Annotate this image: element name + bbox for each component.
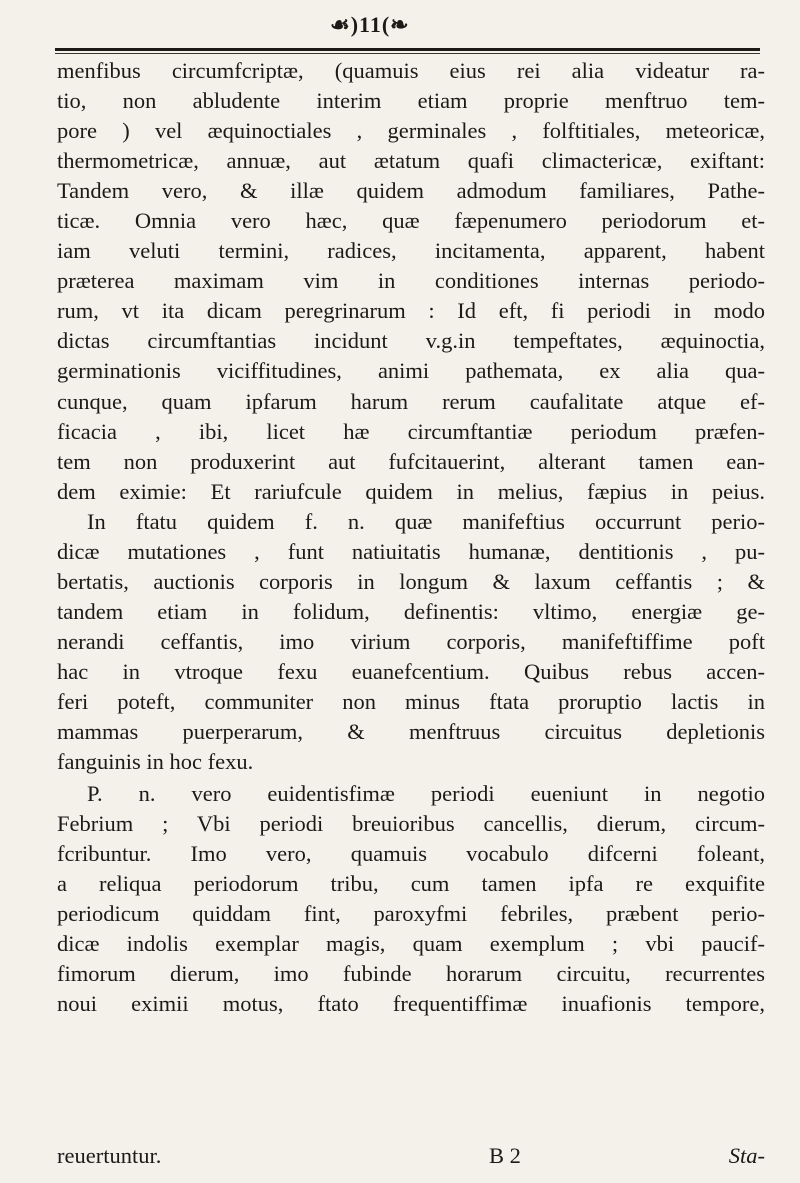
text-line: Tandem vero, & illæ quidem admodum familiares, Pathe- (57, 178, 765, 204)
text-line: noui eximii motus, ftato frequentiffimæ inuafionis tempore, (57, 991, 765, 1017)
page-header (0, 8, 800, 48)
text-line: periodicum quiddam fint, paroxyfmi febriles, præbent perio- (57, 901, 765, 927)
text-line: iam veluti termini, radices, incitamenta, apparent, habent (57, 238, 765, 264)
text-line: tio, non abludente interim etiam proprie menftruo tem- (57, 88, 765, 114)
text-line: dictas circumftantias incidunt v.g.in tempeftates, æquinoctia, (57, 328, 765, 354)
text-line: mammas puerperarum, & menftruus circuitus depletionis (57, 719, 765, 745)
final-line: reuertuntur. (57, 1143, 162, 1168)
header-rule-thin (55, 53, 760, 54)
text-line: fanguinis in hoc fexu. (57, 749, 254, 775)
signature-mark: B 2 (489, 1143, 521, 1168)
text-line: rum, vt ita dicam peregrinarum : Id eft, fi periodi in modo (57, 298, 765, 324)
text-line: nerandi ceffantis, imo virium corporis, manifeftiffime poft (57, 628, 765, 654)
text-line: thermometricæ, annuæ, aut ætatum quafi climactericæ, exiftant: (57, 148, 765, 174)
text-line: tandem etiam in folidum, definentis: vltimo, energiæ ge- (57, 598, 765, 624)
text-line: ticæ. Omnia vero hæc, quæ fæpenumero periodorum et- (57, 208, 765, 234)
text-line: fimorum dierum, imo fubinde horarum circuitu, recurrentes (57, 961, 765, 987)
text-line: præterea maximam vim in conditiones internas periodo- (57, 268, 765, 294)
text-line: Febrium ; Vbi periodi breuioribus cancellis, dierum, circum- (57, 811, 765, 837)
text-line: dicæ mutationes , funt natiuitatis humanæ, dentitionis , pu- (57, 538, 765, 564)
text-line: menfibus circumfcriptæ, (quamuis eius rei alia videatur ra- (57, 58, 765, 83)
text-line: germinationis viciffitudines, animi pathemata, ex alia qua- (57, 358, 765, 384)
text-line: dicæ indolis exemplar magis, quam exemplum ; vbi paucif- (57, 931, 765, 957)
header-rule (55, 48, 760, 51)
body-text (57, 56, 765, 1020)
text-line: dem eximie: Et rariufcule quidem in melius, fæpius in peius. (57, 478, 765, 504)
text-line: tem non produxerint aut fufcitauerint, alterant tamen ean- (57, 448, 765, 474)
text-line: feri poteft, communiter non minus ftata proruptio lactis in (57, 688, 765, 714)
text-line: P. n. vero euidentisfimæ periodi eueniunt in negotio (87, 781, 765, 807)
text-line: In ftatu quidem f. n. quæ manifeftius occurrunt perio- (87, 508, 765, 534)
page-footer (57, 1141, 765, 1171)
text-line: ficacia , ibi, licet hæ circumftantiæ periodum præfen- (57, 418, 765, 444)
catchword: Sta- (728, 1143, 765, 1168)
text-line: a reliqua periodorum tribu, cum tamen ipfa re exquifite (57, 871, 765, 897)
text-line: cunque, quam ipfarum harum rerum caufalitate atque ef- (57, 388, 765, 414)
text-line: fcribuntur. Imo vero, quamuis vocabulo difcerni foleant, (57, 841, 765, 867)
text-line: hac in vtroque fexu euanefcentium. Quibus rebus accen- (57, 658, 765, 684)
text-line: bertatis, auctionis corporis in longum & laxum ceffantis ; & (57, 568, 765, 594)
running-head: ☙)11(❧ (330, 12, 410, 37)
text-line: pore ) vel æquinoctiales , germinales , folftitiales, meteoricæ, (57, 118, 765, 144)
